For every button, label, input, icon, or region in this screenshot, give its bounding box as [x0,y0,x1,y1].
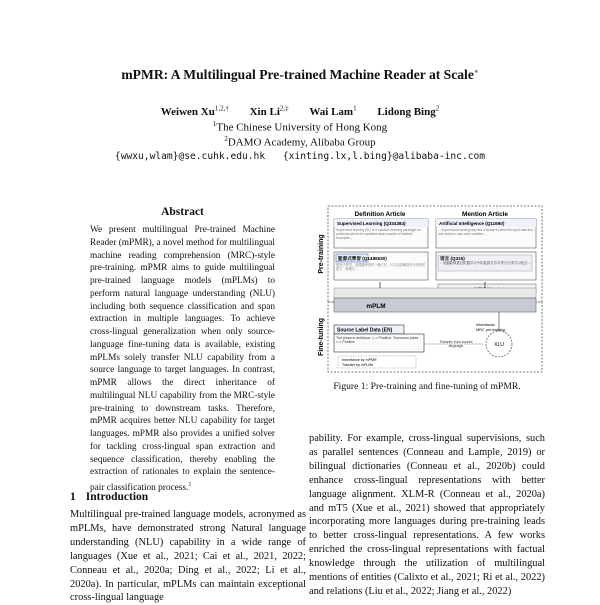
definition-header: Definition Article [354,211,406,218]
figure-caption: Figure 1: Pre-training and fine-tuning of mPMR. [333,381,521,392]
legend-item: Transfer by mPLMs [342,363,374,367]
paper-title: mPMR: A Multilingual Pre-trained Machine Reader at Scale∗ [121,67,479,82]
card-body: Supervised learning (SL) is a machine learning paradigm for problems where the available data consists of labelled examples... [336,228,421,240]
abstract-heading: Abstract [161,206,204,218]
mplm-label: mPLM [366,303,386,310]
author: Lidong Bing$^2$ [377,104,440,118]
author: Wai Lam$^1$ [309,104,357,118]
card-title: 语言 (Q315) [440,256,465,261]
card-body: 監督式學習，是機器學習的一種方法，可以由訓練資料中學到或建立一個模式... [336,263,426,271]
card-title: 監督式學習 (Q1486630) [338,256,387,261]
affiliation: $^1$The Chinese University of Hong Kong [212,120,388,134]
email: {xinting.lx,l.bing}@alibaba-inc.com [282,151,486,162]
author: Xin $Li^{2,\ddagger}$ [249,104,289,118]
mplm-bar [334,298,536,312]
author-list [0,104,600,118]
card-title: Supervised Learning (Q334384) [337,221,406,226]
author: Weiwen $Xu^{1,2,\dagger}$ [160,104,229,118]
transfer-label: Transfer from source language [439,340,473,349]
card-body: ... 电脑能够通过机器学习中的监督式学习等方法来学习语言... [439,261,531,265]
stage-label: Pre-training [318,234,325,274]
affiliation: $^2$DAMO Academy, Alibaba Group [224,135,376,149]
source-example: The pizza is delicious. <-> Positive. Tomorrow pizza <-> Positive [336,336,419,345]
card-body: ... Supervised learning requires a human to label the input data first, and comes in two main varieties ... [438,228,534,236]
card-title: Artificial Intelligence (Q11660) [439,221,505,226]
source-label-title: Source Label Data (EN) [337,327,393,334]
figure-1 [314,204,544,374]
right-column-body: pability. For example, cross-lingual supervisions, such as parallel sentences (Conneau and Lample, 2019) or bilingual dictionaries (Conneau et al., 2020b) could enhance cross-lingual representations with better language alignment. XLM-R (Conneau et al., 2020a) and mT5 (Xue et al., 2021) showed that appropriately incorporating more languages during pre-training leads to better cross-lingual representations. A few works enriched the cross-lingual representations with factual knowledge through the utilization of multilingual mentions of entities (Calixto et al., 2021; Ri et al., 2022) and relations (Liu et al., 2022; Jiang et al., 2022) [309,433,545,597]
mention-header: Mention Article [462,211,508,218]
stage-label: Fine-tuning [318,317,325,357]
xlu-label: XLU [494,342,504,348]
abstract-body: We present multilingual Pre-trained Machine Reader (mPMR), a novel method for multilingual machine reading comprehension (MRC)-style pre-training. mPMR aims to guide multilingual pre-trained language models (mPLMs) to perform natural language understanding (NLU) including both sequence classification and span extraction in multiple languages. To achieve cross-lingual generalization when only source-language fine-tuning data is available, existing mPLMs solely transfer NLU capability from a source language to target languages. In contrast, mPMR allows the direct inheritance of multilingual NLU capability from the MRC-style pre-training to downstream tasks. Therefore, mPMR acquires better NLU capability for target languages. mPMR also provides a unified solver for tackling cross-lingual span extraction and sequence classification, thereby enabling the extraction of rationales to explain the sentence-pair classification process.$^1$ [90,225,275,494]
legend-item: Inheritance by mPMR [342,358,377,362]
section-heading: 1 Introduction [70,491,149,503]
email: {wwxu,wlam}@se.cuhk.edu.hk [114,151,266,162]
author-emails [0,151,600,162]
inherit-label: Inheritance [476,323,495,327]
introduction-body: Multilingual pre-trained language models, acronymed as mPLMs, have demonstrated strong Natural language understanding (NLU) capability in a wide range of languages (Xue et al., 2021; Cai et al., 2021, 2022; Conneau et al., 2020a; Ding et al., 2022; Li et al., 2020a). In particular, mPLMs can maintain exceptional cross-lingual language [70,509,306,604]
mrc-pretraining-label: MRC pre-training [476,328,505,332]
